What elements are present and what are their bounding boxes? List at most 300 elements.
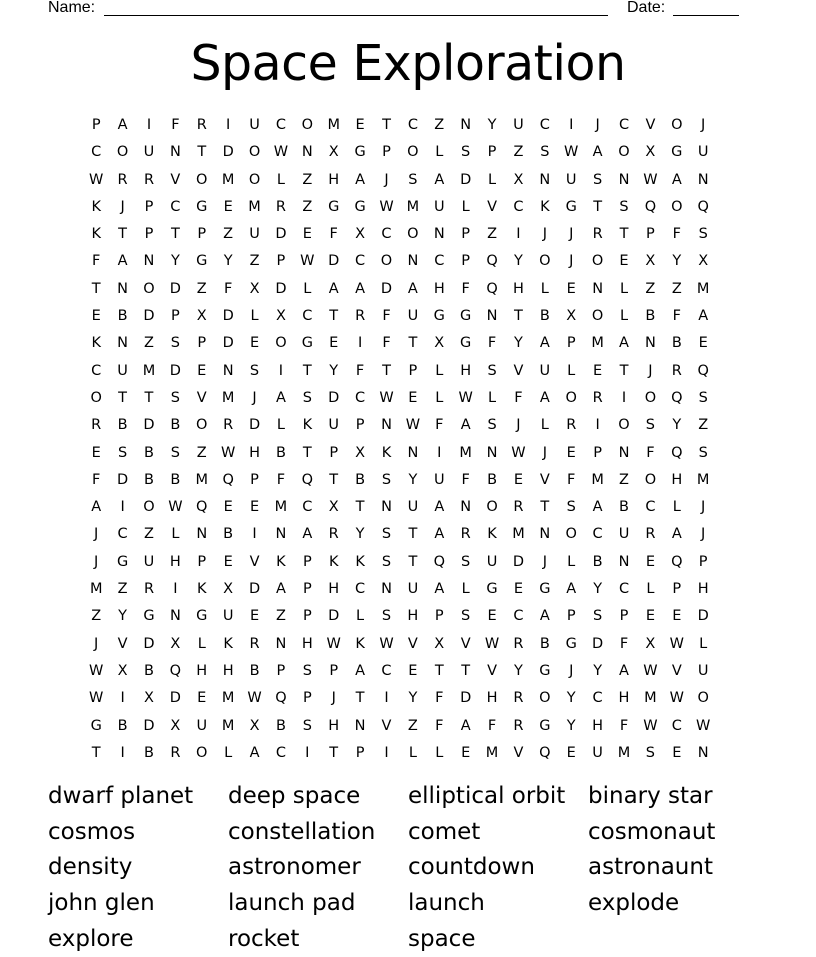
- grid-letter: U: [143, 144, 155, 161]
- header: [48, 0, 748, 20]
- grid-letter: P: [197, 226, 207, 243]
- grid-letter: E: [302, 226, 312, 243]
- grid-letter: X: [117, 662, 128, 679]
- grid-letter: O: [644, 471, 657, 488]
- grid-letter: O: [565, 526, 577, 543]
- grid-letter: Q: [671, 389, 683, 406]
- grid-letter: Q: [644, 198, 657, 215]
- grid-letter: C: [618, 117, 630, 133]
- grid-letter: W: [326, 635, 341, 652]
- grid-letter: M: [644, 690, 657, 707]
- grid-letter: N: [117, 335, 129, 352]
- grid-letter: I: [357, 335, 363, 352]
- grid-letter: O: [248, 144, 261, 161]
- grid-letter: Q: [196, 499, 208, 516]
- grid-letter: F: [92, 253, 101, 270]
- grid-letter: Z: [223, 226, 234, 243]
- grid-letter: C: [513, 198, 524, 215]
- grid-letter: L: [461, 198, 470, 215]
- grid-letter: G: [539, 717, 551, 734]
- grid-letter: M: [459, 444, 472, 461]
- grid-letter: A: [355, 280, 366, 297]
- grid-letter: U: [565, 171, 577, 188]
- grid-letter: O: [380, 253, 393, 270]
- grid-letter: L: [171, 526, 180, 543]
- date-label: Date:: [627, 0, 666, 16]
- grid-letter: S: [487, 417, 497, 434]
- grid-letter: L: [435, 389, 444, 406]
- grid-letter: W: [564, 144, 579, 161]
- grid-row: [83, 467, 743, 494]
- grid-letter: E: [593, 362, 603, 379]
- grid-letter: P: [355, 744, 365, 761]
- grid-letter: Y: [223, 253, 233, 270]
- grid-letter: T: [197, 144, 207, 161]
- grid-letter: F: [435, 690, 444, 707]
- grid-letter: V: [513, 744, 524, 761]
- grid-row: [83, 740, 743, 767]
- grid-letter: A: [592, 499, 603, 516]
- grid-letter: S: [645, 417, 655, 434]
- grid-letter: N: [275, 635, 287, 652]
- grid-letter: V: [487, 198, 498, 215]
- grid-letter: L: [540, 417, 549, 434]
- grid-letter: R: [645, 526, 656, 543]
- grid-letter: A: [355, 171, 366, 188]
- grid-letter: N: [539, 171, 551, 188]
- grid-letter: U: [117, 362, 128, 379]
- grid-letter: C: [671, 717, 682, 734]
- grid-letter: N: [407, 444, 419, 461]
- grid-letter: Y: [514, 253, 523, 270]
- grid-letter: X: [223, 581, 234, 598]
- grid-letter: D: [143, 635, 155, 652]
- grid-letter: K: [223, 635, 233, 652]
- grid-letter: I: [621, 389, 627, 406]
- grid-letter: F: [92, 471, 101, 488]
- grid-letter: N: [143, 253, 155, 270]
- grid-letter: D: [328, 389, 340, 406]
- grid-letter: W: [220, 444, 236, 461]
- grid-letter: S: [170, 444, 180, 461]
- grid-letter: R: [513, 717, 524, 734]
- grid-letter: A: [328, 280, 339, 297]
- grid-letter: W: [89, 171, 104, 188]
- word-bank: [48, 779, 788, 957]
- grid-letter: I: [120, 744, 125, 761]
- grid-letter: D: [222, 335, 234, 352]
- grid-letter: D: [169, 690, 181, 707]
- grid-letter: C: [407, 117, 418, 133]
- grid-letter: N: [486, 308, 498, 325]
- grid-letter: L: [356, 608, 365, 625]
- grid-letter: V: [671, 662, 682, 679]
- grid-letter: M: [248, 198, 261, 215]
- grid-letter: R: [117, 171, 128, 188]
- grid-letter: C: [302, 308, 313, 325]
- grid-letter: S: [381, 471, 392, 488]
- grid-letter: A: [539, 335, 550, 352]
- grid-letter: X: [355, 226, 366, 243]
- grid-letter: T: [514, 308, 523, 325]
- grid-letter: F: [672, 308, 681, 325]
- grid-letter: M: [327, 117, 340, 133]
- grid-letter: A: [117, 253, 128, 270]
- grid-letter: B: [249, 662, 260, 679]
- grid-row: [83, 276, 743, 303]
- grid-letter: L: [435, 362, 444, 379]
- grid-letter: Z: [144, 335, 154, 352]
- grid-letter: U: [433, 471, 445, 488]
- grid-letter: M: [406, 198, 420, 215]
- grid-row: [83, 248, 743, 275]
- grid-letter: M: [485, 744, 499, 761]
- grid-letter: Q: [222, 471, 234, 488]
- grid-letter: N: [117, 280, 129, 297]
- grid-letter: L: [488, 389, 497, 406]
- grid-letter: Y: [514, 335, 523, 352]
- grid-row: [83, 139, 743, 166]
- grid-letter: U: [513, 117, 524, 133]
- word-bank-item: astronomer: [228, 854, 361, 881]
- grid-letter: R: [592, 389, 603, 406]
- grid-letter: Z: [275, 608, 286, 625]
- grid-letter: Y: [566, 690, 576, 707]
- grid-row: [83, 440, 743, 467]
- grid-letter: Y: [514, 662, 523, 679]
- grid-letter: A: [275, 581, 286, 598]
- grid-letter: N: [539, 526, 551, 543]
- grid-letter: X: [249, 280, 260, 297]
- grid-letter: Q: [169, 662, 182, 679]
- grid-letter: N: [460, 499, 472, 516]
- grid-letter: G: [565, 198, 577, 215]
- grid-letter: A: [460, 717, 471, 734]
- grid-letter: G: [354, 144, 366, 161]
- grid-letter: P: [461, 226, 471, 243]
- grid-letter: L: [619, 308, 629, 325]
- grid-letter: C: [592, 690, 603, 707]
- grid-letter: U: [249, 226, 260, 243]
- grid-letter: M: [512, 526, 525, 543]
- grid-letter: T: [619, 226, 629, 243]
- grid-letter: G: [354, 198, 366, 215]
- grid-letter: D: [169, 280, 181, 297]
- grid-letter: S: [461, 608, 471, 625]
- grid-letter: W: [458, 389, 473, 406]
- grid-letter: A: [619, 662, 629, 679]
- word-bank-item: cosmonaut: [588, 818, 716, 845]
- grid-letter: B: [144, 471, 154, 488]
- grid-letter: L: [646, 581, 655, 598]
- grid-letter: M: [696, 280, 710, 297]
- grid-letter: G: [460, 308, 472, 325]
- grid-letter: U: [486, 553, 498, 570]
- grid-letter: P: [302, 581, 312, 598]
- grid-letter: A: [539, 389, 550, 406]
- grid-letter: R: [249, 635, 260, 652]
- grid-letter: T: [329, 471, 339, 488]
- grid-letter: B: [117, 717, 128, 734]
- grid-letter: Y: [118, 608, 128, 625]
- grid-letter: O: [143, 280, 155, 297]
- grid-letter: Q: [486, 253, 498, 270]
- name-label: Name:: [48, 0, 96, 16]
- grid-letter: O: [671, 198, 683, 215]
- grid-letter: Y: [355, 526, 365, 543]
- grid-letter: A: [302, 526, 313, 543]
- grid-letter: X: [170, 717, 181, 734]
- grid-letter: T: [302, 362, 312, 379]
- grid-letter: U: [697, 662, 709, 679]
- grid-letter: L: [699, 635, 708, 652]
- grid-letter: D: [460, 171, 472, 188]
- grid-letter: V: [170, 171, 181, 188]
- grid-letter: U: [697, 144, 709, 161]
- grid-letter: R: [355, 308, 366, 325]
- word-bank-item: dwarf planet: [48, 783, 194, 809]
- grid-letter: V: [645, 117, 656, 133]
- grid-letter: G: [116, 553, 129, 570]
- grid-row: [83, 658, 743, 685]
- grid-letter: D: [328, 253, 340, 270]
- grid-letter: I: [120, 499, 125, 516]
- grid-letter: J: [120, 198, 125, 215]
- grid-letter: D: [143, 417, 155, 434]
- grid-row: [83, 303, 743, 330]
- grid-letter: B: [275, 444, 286, 461]
- grid-letter: O: [248, 171, 261, 188]
- word-bank-item: rocket: [228, 925, 300, 952]
- grid-letter: Y: [566, 717, 576, 734]
- grid-letter: X: [645, 144, 656, 161]
- grid-letter: L: [408, 744, 417, 761]
- word-bank-item: john glen: [48, 890, 155, 917]
- grid-letter: J: [331, 690, 336, 707]
- grid-letter: E: [197, 362, 207, 379]
- grid-letter: H: [301, 635, 313, 652]
- grid-letter: R: [328, 526, 339, 543]
- grid-letter: V: [487, 662, 498, 679]
- grid-letter: M: [591, 471, 604, 488]
- grid-letter: B: [275, 717, 286, 734]
- grid-letter: X: [328, 499, 339, 516]
- word-bank-item: deep space: [228, 783, 361, 809]
- grid-row: [83, 576, 743, 603]
- grid-letter: T: [434, 662, 444, 679]
- grid-letter: A: [434, 581, 445, 598]
- grid-letter: T: [91, 280, 101, 297]
- grid-letter: X: [249, 717, 260, 734]
- grid-letter: J: [569, 253, 574, 270]
- grid-letter: G: [565, 635, 577, 652]
- grid-letter: P: [646, 226, 655, 243]
- word-bank-item: cosmos: [48, 818, 136, 845]
- grid-letter: C: [91, 362, 102, 379]
- grid-letter: K: [91, 226, 101, 243]
- grid-letter: U: [328, 417, 340, 434]
- grid-letter: T: [408, 553, 418, 570]
- grid-letter: D: [143, 308, 155, 325]
- grid-letter: G: [196, 198, 208, 215]
- grid-letter: N: [222, 362, 234, 379]
- grid-row: [83, 330, 743, 357]
- grid-letter: J: [252, 389, 257, 406]
- grid-letter: W: [379, 198, 394, 215]
- grid-letter: O: [143, 499, 155, 516]
- grid-letter: O: [301, 117, 314, 133]
- grid-letter: O: [618, 417, 630, 434]
- grid-letter: E: [91, 444, 101, 461]
- grid-row: [83, 603, 743, 630]
- grid-letter: B: [539, 308, 550, 325]
- grid-letter: H: [328, 171, 340, 188]
- grid-letter: W: [379, 635, 394, 652]
- grid-letter: N: [354, 717, 366, 734]
- grid-letter: J: [701, 499, 706, 516]
- grid-letter: L: [567, 553, 576, 570]
- grid-letter: R: [275, 198, 286, 215]
- grid-letter: J: [94, 553, 99, 570]
- grid-letter: N: [618, 444, 630, 461]
- grid-letter: S: [593, 608, 603, 625]
- grid-letter: H: [460, 362, 472, 379]
- grid-letter: F: [435, 717, 444, 734]
- grid-letter: K: [355, 553, 365, 570]
- grid-letter: Q: [697, 198, 709, 215]
- grid-letter: R: [566, 417, 577, 434]
- grid-letter: N: [169, 608, 181, 625]
- grid-letter: A: [117, 117, 128, 133]
- grid-letter: X: [355, 444, 366, 461]
- grid-letter: V: [407, 635, 418, 652]
- grid-letter: H: [512, 280, 524, 297]
- grid-letter: Q: [539, 744, 551, 761]
- grid-letter: L: [276, 171, 285, 188]
- grid-letter: S: [698, 389, 708, 406]
- grid-letter: W: [273, 144, 289, 161]
- grid-letter: G: [143, 608, 155, 625]
- grid-letter: G: [433, 308, 445, 325]
- grid-letter: S: [170, 335, 180, 352]
- date-line: [673, 15, 739, 16]
- grid-letter: S: [117, 444, 128, 461]
- grid-letter: E: [513, 581, 524, 598]
- page-title: Space Exploration: [190, 35, 626, 92]
- word-bank-item: density: [48, 854, 133, 881]
- grid-letter: Y: [593, 581, 603, 598]
- grid-letter: O: [618, 144, 630, 161]
- grid-letter: W: [168, 499, 183, 516]
- grid-letter: F: [619, 717, 629, 734]
- grid-letter: O: [591, 308, 604, 325]
- grid-row: [83, 412, 743, 439]
- grid-letter: K: [328, 553, 339, 570]
- grid-letter: N: [486, 444, 498, 461]
- grid-letter: N: [407, 253, 419, 270]
- grid-letter: P: [593, 444, 602, 461]
- grid-letter: S: [381, 553, 392, 570]
- grid-letter: O: [671, 117, 683, 133]
- grid-letter: J: [648, 362, 653, 379]
- grid-letter: Z: [144, 526, 154, 543]
- grid-letter: S: [698, 226, 708, 243]
- grid-letter: I: [146, 117, 152, 133]
- grid-letter: X: [566, 308, 577, 325]
- grid-letter: I: [384, 690, 389, 707]
- grid-letter: W: [247, 690, 262, 707]
- grid-letter: C: [434, 253, 445, 270]
- grid-letter: Z: [487, 226, 498, 243]
- grid-row: [83, 549, 743, 576]
- grid-letter: P: [302, 553, 312, 570]
- grid-letter: R: [513, 499, 524, 516]
- grid-letter: G: [486, 581, 498, 598]
- grid-letter: P: [461, 253, 471, 270]
- grid-letter: L: [435, 744, 444, 761]
- grid-letter: D: [248, 581, 261, 598]
- grid-letter: X: [328, 144, 339, 161]
- grid-letter: L: [197, 635, 206, 652]
- grid-letter: D: [697, 608, 709, 625]
- grid-letter: V: [539, 471, 550, 488]
- grid-letter: N: [697, 744, 709, 761]
- grid-letter: B: [592, 553, 603, 570]
- grid-letter: E: [249, 335, 260, 352]
- grid-letter: V: [381, 717, 392, 734]
- grid-letter: R: [91, 417, 102, 434]
- word-bank-item: launch: [408, 890, 485, 917]
- grid-letter: P: [329, 444, 339, 461]
- grid-letter: J: [569, 226, 574, 243]
- grid-letter: C: [302, 499, 313, 516]
- grid-letter: I: [437, 444, 442, 461]
- grid-letter: I: [226, 117, 231, 133]
- grid-letter: Z: [249, 253, 260, 270]
- grid-letter: R: [196, 117, 207, 133]
- grid-letter: E: [619, 253, 629, 270]
- grid-letter: Z: [302, 198, 313, 215]
- grid-letter: K: [355, 635, 365, 652]
- grid-letter: W: [300, 253, 315, 270]
- grid-letter: Z: [117, 581, 128, 598]
- grid-letter: K: [487, 526, 497, 543]
- grid-letter: C: [275, 117, 286, 133]
- grid-letter: O: [486, 499, 498, 516]
- grid-letter: Q: [671, 553, 683, 570]
- grid-letter: V: [196, 389, 207, 406]
- grid-letter: Z: [434, 117, 445, 133]
- grid-letter: P: [144, 198, 154, 215]
- grid-letter: P: [250, 471, 259, 488]
- grid-letter: V: [460, 635, 471, 652]
- grid-letter: I: [278, 362, 284, 379]
- grid-letter: O: [116, 144, 129, 161]
- grid-letter: N: [697, 171, 709, 188]
- grid-letter: P: [487, 144, 497, 161]
- grid-letter: Z: [645, 280, 656, 297]
- grid-letter: Q: [697, 362, 709, 379]
- grid-letter: U: [433, 198, 445, 215]
- grid-letter: M: [221, 690, 235, 707]
- grid-letter: S: [566, 499, 576, 516]
- grid-letter: B: [170, 471, 181, 488]
- grid-letter: F: [382, 335, 391, 352]
- grid-letter: P: [197, 335, 207, 352]
- grid-letter: O: [697, 690, 709, 707]
- word-bank-item: explode: [588, 890, 680, 917]
- grid-letter: C: [355, 581, 366, 598]
